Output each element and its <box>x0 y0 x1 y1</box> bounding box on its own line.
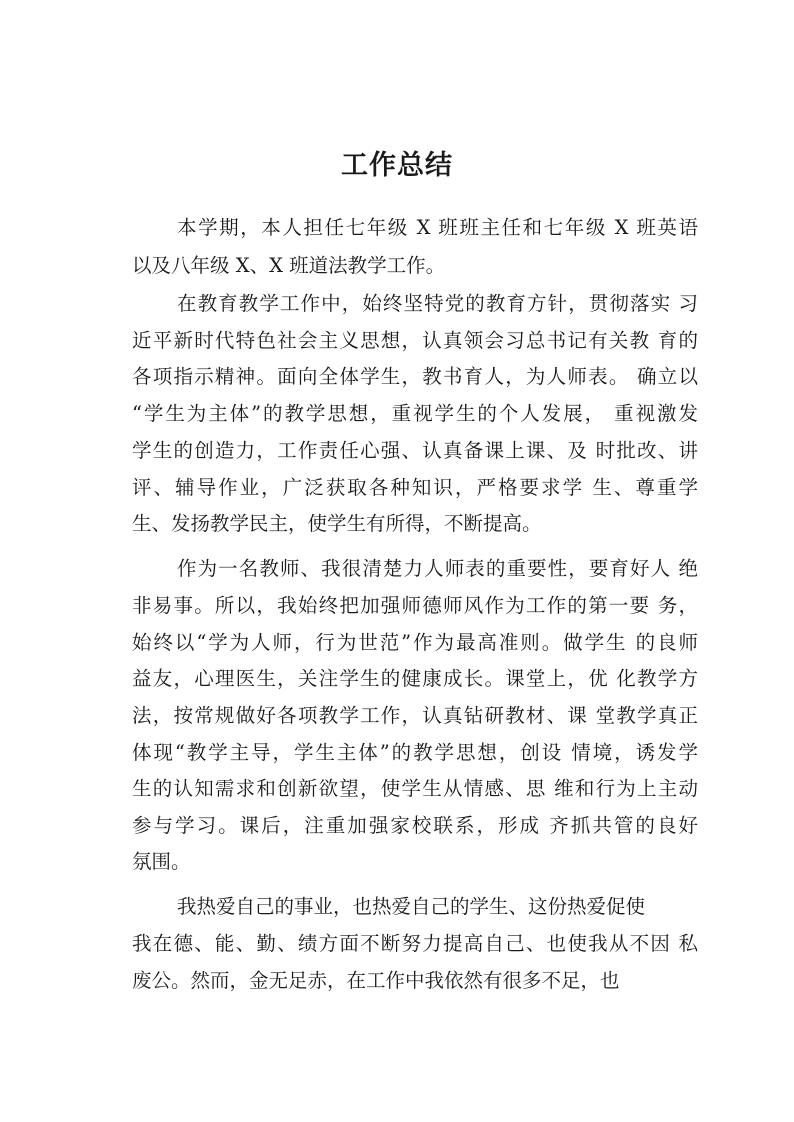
text-line: 我在德、能、勤、绩方面不断努力提高自己、也使我从不因 私 <box>132 932 698 955</box>
text-line: 各项指示精神。面向全体学生，教书育人，为人师表。 确立以 <box>132 365 698 388</box>
text-line: 始终以“学为人师，行为世范”作为最高准则。做学生 的良师 <box>132 631 698 654</box>
text-line: 益友，心理医生，关注学生的健康成长。课堂上，优 化教学方 <box>132 667 698 690</box>
text-line: 学生的创造力，工作责任心强、认真备课上课、及 时批改、讲 <box>132 439 698 462</box>
text-line: 我热爱自己的事业，也热爱自己的学生、这份热爱促使 <box>177 895 646 918</box>
document-title: 工作总结 <box>341 150 453 181</box>
text-line: 参与学习。课后，注重加强家校联系，形成 齐抓共管的良好 <box>132 814 698 837</box>
text-line: 以及八年级 X、X 班道法教学工作。 <box>132 254 446 277</box>
text-line: 氛围。 <box>132 850 191 873</box>
text-line: 在教育教学工作中，始终坚特党的教育方针，贯彻落实 习 <box>177 292 698 315</box>
text-line: 生的认知需求和创新欲望，使学生从情感、思 维和行为上主动 <box>132 777 698 800</box>
text-line: 法，按常规做好各项教学工作，认真钻研教材、课 堂教学真正 <box>132 704 698 727</box>
text-line: 本学期，本人担任七年级 X 班班主任和七年级 X 班英语 <box>177 216 698 239</box>
text-line: “学生为主体”的教学思想，重视学生的个人发展， 重视激发 <box>132 402 698 425</box>
text-line: 体现“教学主导，学生主体”的教学思想，创设 情境，诱发学 <box>132 741 698 764</box>
text-line: 近平新时代特色社会主义思想，认真领会习总书记有关教 育的 <box>132 329 698 352</box>
text-line: 非易事。所以，我始终把加强师德师风作为工作的第一要 务， <box>132 594 698 617</box>
text-line: 评、辅导作业，广泛获取各种知识，严格要求学 生、尊重学 <box>132 476 698 499</box>
text-line: 废公。然而，金无足赤，在工作中我依然有很多不足，也 <box>132 969 620 992</box>
text-line: 生、发扬教学民主，使学生有所得，不断提高。 <box>132 512 542 535</box>
text-line: 作为一名教师、我很清楚力人师表的重要性，要育好人 绝 <box>177 557 698 580</box>
